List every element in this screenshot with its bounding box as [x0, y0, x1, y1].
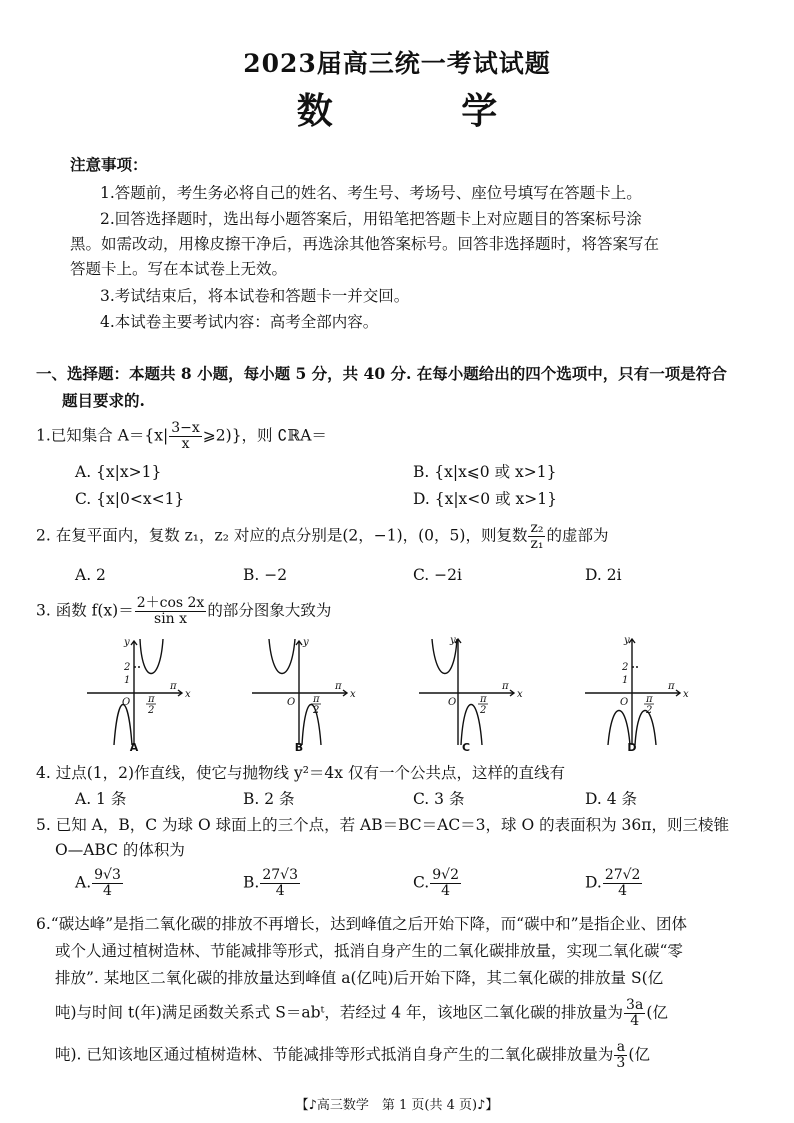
q3a-origin: O — [122, 697, 131, 708]
q4-option-a: A. 1 条 — [75, 790, 127, 808]
q2-frac-num: z₂ — [530, 520, 544, 536]
q5-c-label: C. — [413, 873, 430, 892]
q3c-origin: O — [448, 697, 457, 708]
q2-option-b: B. −2 — [243, 566, 288, 584]
q3-stem-post: 的部分图象大致为 — [207, 601, 332, 620]
q3-frac-den: sin x — [154, 611, 188, 627]
q3a-y-label: y — [124, 637, 130, 648]
q3a-tick-1: 1 — [124, 675, 131, 686]
q3d-origin: O — [620, 697, 629, 708]
q6-l5-den: 3 — [616, 1055, 626, 1071]
q4-option-b: B. 2 条 — [243, 790, 295, 808]
q6-l5-num: a — [614, 1040, 627, 1056]
q1-stem-post: ⩾2)}，则 ∁ℝA＝ — [202, 426, 327, 445]
q6-l4-post: (亿 — [646, 1003, 668, 1022]
q2-option-d: D. 2i — [585, 566, 622, 584]
q3b-y-label: y — [303, 637, 309, 648]
q3-graph-d — [580, 633, 720, 753]
q2-frac-den: z₁ — [530, 536, 544, 552]
notes-heading: 注意事项： — [70, 155, 148, 174]
q6-l4-num: 3a — [626, 997, 644, 1013]
q1-fraction — [169, 421, 202, 452]
q6-l4-pre: 吨)与时间 t(年)满足函数关系式 S＝abᵗ，若经过 4 年，该地区二氧化碳的排放量为 — [55, 1003, 624, 1022]
q2-option-c: C. −2i — [413, 566, 462, 584]
q5-c-den: 4 — [441, 883, 451, 899]
q6-line5 — [55, 1040, 650, 1071]
q3-stem — [36, 596, 331, 627]
q6-line1: 6.“碳达峰”是指二氧化碳的排放不再增长，达到峰值之后开始下降，而“碳中和”是指企业、团体 — [36, 915, 687, 933]
q3d-pi: π — [668, 681, 675, 692]
q3d-label: D — [627, 741, 637, 753]
q5-a-label: A. — [75, 873, 92, 892]
q3a-tick-2: 2 — [124, 662, 131, 673]
q5-stem-line2: O—ABC 的体积为 — [55, 841, 185, 859]
q2-option-a: A. 2 — [75, 566, 106, 584]
section-heading-line2: 题目要求的. — [62, 391, 145, 410]
q6-l4-den: 4 — [630, 1013, 640, 1029]
q4-stem: 4. 过点(1，2)作直线，使它与抛物线 y²＝4x 仅有一个公共点，这样的直线有 — [36, 764, 565, 782]
subject-title: 数 学 — [296, 90, 556, 132]
q1-stem-pre: 1.已知集合 A＝{x| — [36, 426, 169, 445]
note-2b: 黑。如需改动，用橡皮擦干净后，再选涂其他答案标号。回答非选择题时，将答案写在 — [70, 235, 660, 253]
q3c-halfpi-den: 2 — [480, 705, 487, 716]
q3d-x-label: x — [683, 689, 689, 700]
q6-l5-post: (亿 — [628, 1045, 650, 1064]
q3a-x-label: x — [185, 689, 191, 700]
q6-line3: 排放”. 某地区二氧化碳的排放量达到峰值 a(亿吨)后开始下降，其二氧化碳的排放量 S(亿 — [55, 969, 664, 987]
q5-option-c — [413, 868, 462, 899]
q3a-label: A — [129, 741, 139, 753]
q6-l5-pre: 吨). 已知该地区通过植树造林、节能减排等形式抵消自身产生的二氧化碳排放量为 — [55, 1045, 614, 1064]
q3b-x-label: x — [350, 689, 356, 700]
q1-frac-num: 3−x — [171, 420, 200, 436]
q3a-halfpi-den: 2 — [148, 705, 155, 716]
note-4: 4.本试卷主要考试内容：高考全部内容。 — [100, 313, 379, 331]
q3b-halfpi-num: π — [313, 694, 320, 705]
note-3: 3.考试结束后，将本试卷和答题卡一并交回。 — [100, 287, 410, 305]
q1-option-b: B. {x|x⩽0 或 x>1} — [413, 463, 557, 481]
q5-stem-line1: 5. 已知 A，B，C 为球 O 球面上的三个点，若 AB＝BC＝AC＝3，球 O 的表面积为 36π，则三棱锥 — [36, 816, 729, 834]
q5-c-num: 9√2 — [432, 867, 459, 883]
q3-graph-c — [414, 633, 554, 753]
q5-d-fraction — [603, 868, 643, 899]
note-1: 1.答题前，考生务必将自己的姓名、考生号、考场号、座位号填写在答题卡上。 — [100, 184, 642, 202]
q5-b-label: B. — [243, 873, 260, 892]
q6-l5-fraction — [614, 1040, 627, 1071]
q4-option-d: D. 4 条 — [585, 790, 638, 808]
q2-stem-pre: 2. 在复平面内，复数 z₁，z₂ 对应的点分别是(2，−1)，(0，5)，则复数 — [36, 526, 528, 545]
q3b-pi: π — [335, 681, 342, 692]
q6-line2: 或个人通过植树造林、节能减排等形式，抵消自身产生的二氧化碳排放量，实现二氧化碳“零 — [55, 942, 683, 960]
q1-option-d: D. {x|x<0 或 x>1} — [413, 490, 557, 508]
q3-frac-num: 2＋cos 2x — [136, 595, 205, 611]
q3d-y-label: y — [624, 635, 630, 646]
q3c-x-label: x — [517, 689, 523, 700]
q3d-halfpi-num: π — [646, 694, 653, 705]
q1-stem — [36, 421, 327, 452]
q5-d-num: 27√2 — [604, 867, 641, 883]
q5-b-den: 4 — [275, 883, 285, 899]
q5-d-label: D. — [585, 873, 602, 892]
note-2a: 2.回答选择题时，选出每小题答案后，用铅笔把答题卡上对应题目的答案标号涂 — [100, 210, 642, 228]
page-footer: 【♪高三数学 第 1 页(共 4 页)♪】 — [295, 1098, 499, 1113]
q2-stem — [36, 521, 608, 552]
q3b-label: B — [294, 741, 304, 753]
q3-fraction — [135, 596, 207, 627]
q4-option-c: C. 3 条 — [413, 790, 465, 808]
q3-graph-a — [82, 633, 222, 753]
q5-a-num: 9√3 — [94, 867, 121, 883]
q2-fraction — [528, 521, 545, 552]
q6-line4 — [55, 998, 668, 1029]
exam-title: 2023届高三统一考试试题 — [243, 49, 551, 78]
q2-stem-post: 的虚部为 — [546, 526, 609, 545]
q5-option-d — [585, 868, 643, 899]
q3c-y-label: y — [450, 635, 456, 646]
q3a-pi: π — [170, 681, 177, 692]
section-heading-line1: 一、选择题：本题共 8 小题，每小题 5 分，共 40 分. 在每小题给出的四个选项中，只有一项是符合 — [36, 364, 727, 383]
q3-graph-b — [247, 633, 387, 753]
q3d-halfpi-den: 2 — [646, 705, 653, 716]
q3b-origin: O — [287, 697, 296, 708]
q1-option-a: A. {x|x>1} — [75, 463, 162, 481]
q3d-tick-2: 2 — [622, 662, 629, 673]
q5-c-fraction — [430, 868, 461, 899]
q3d-tick-1: 1 — [622, 675, 629, 686]
q3b-halfpi-den: 2 — [313, 705, 320, 716]
q5-b-fraction — [260, 868, 300, 899]
q3-stem-pre: 3. 函数 f(x)＝ — [36, 601, 134, 620]
q6-l4-fraction — [624, 998, 645, 1029]
q5-option-b — [243, 868, 301, 899]
q5-d-den: 4 — [618, 883, 628, 899]
q3a-halfpi-num: π — [148, 694, 155, 705]
q5-option-a — [75, 868, 124, 899]
q3c-label: C — [461, 741, 471, 753]
q3c-halfpi-num: π — [480, 694, 487, 705]
q5-a-den: 4 — [103, 883, 112, 899]
q5-b-num: 27√3 — [262, 867, 298, 883]
note-2c: 答题卡上。写在本试卷上无效。 — [70, 260, 288, 278]
q1-option-c: C. {x|0<x<1} — [75, 490, 185, 508]
q5-a-fraction — [92, 868, 123, 899]
q3c-pi: π — [502, 681, 509, 692]
q1-frac-den: x — [181, 436, 190, 452]
